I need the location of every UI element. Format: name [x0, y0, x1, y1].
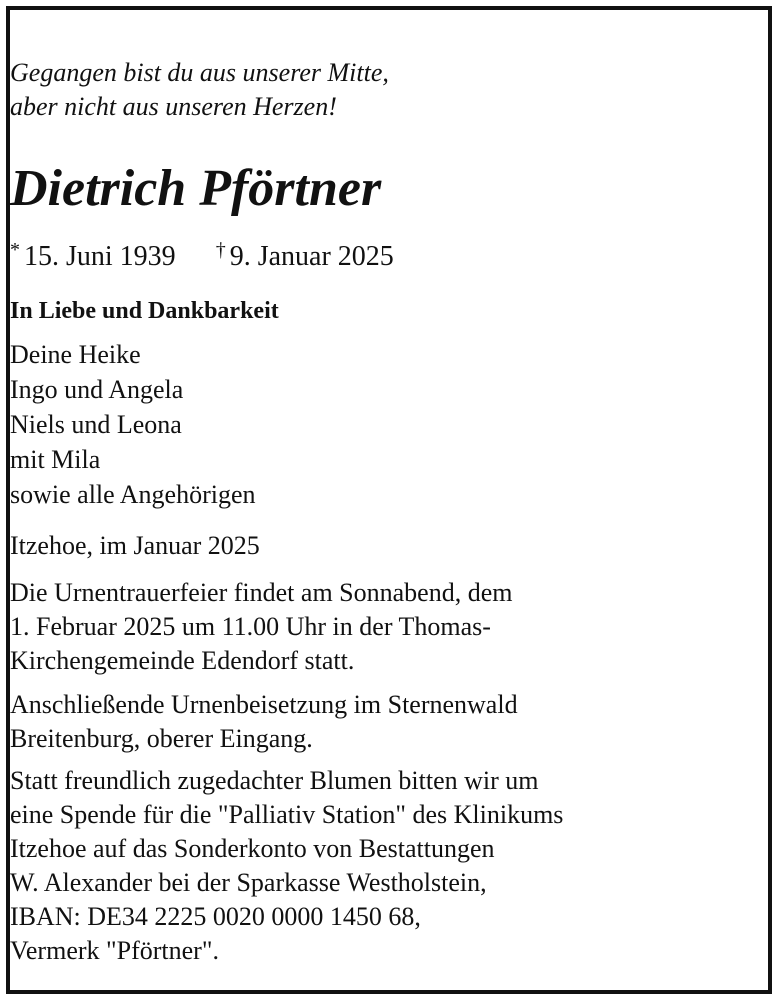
- mourners-list: [10, 337, 768, 512]
- deceased-name: Dietrich Pförtner: [10, 160, 382, 217]
- paragraph-line: Anschließende Urnenbeisetzung im Sternenwald: [10, 690, 518, 719]
- life-dates: [10, 230, 768, 277]
- paragraph-line: W. Alexander bei der Sparkasse Westholstein,: [10, 868, 487, 897]
- ceremony-paragraph: [10, 576, 768, 678]
- paragraph-line: 1. Februar 2025 um 11.00 Uhr in der Thomas-: [10, 612, 491, 641]
- memorial-quote: [10, 56, 768, 124]
- quote-line: aber nicht aus unseren Herzen!: [10, 92, 337, 121]
- birth-symbol: *: [10, 239, 20, 261]
- paragraph-line: eine Spende für die "Palliativ Station" des Klinikums: [10, 800, 564, 829]
- death-symbol: †: [215, 239, 226, 261]
- mourner-name: Deine Heike: [10, 340, 141, 369]
- mourner-name: mit Mila: [10, 445, 101, 474]
- paragraph-line: Kirchengemeinde Edendorf statt.: [10, 646, 355, 675]
- birth-date: 15. Juni 1939: [24, 241, 176, 272]
- mourners-heading: In Liebe und Dankbarkeit: [10, 298, 279, 324]
- mourner-name: Ingo und Angela: [10, 375, 184, 404]
- burial-paragraph: [10, 688, 768, 756]
- paragraph-line: Statt freundlich zugedachter Blumen bitten wir um: [10, 766, 539, 795]
- paragraph-line: Die Urnentrauerfeier findet am Sonnabend, dem: [10, 578, 513, 607]
- place-and-date: Itzehoe, im Januar 2025: [10, 531, 260, 560]
- mourner-name: sowie alle Angehörigen: [10, 480, 256, 509]
- quote-line: Gegangen bist du aus unserer Mitte,: [10, 58, 389, 87]
- paragraph-line: Breitenburg, oberer Eingang.: [10, 724, 313, 753]
- paragraph-line: Itzehoe auf das Sonderkonto von Bestattungen: [10, 834, 495, 863]
- mourner-name: Niels und Leona: [10, 410, 182, 439]
- death-date: 9. Januar 2025: [229, 241, 394, 272]
- paragraph-line: Vermerk "Pförtner".: [10, 936, 219, 965]
- paragraph-line: IBAN: DE34 2225 0020 0000 1450 68,: [10, 902, 421, 931]
- obituary-frame: [6, 6, 772, 994]
- donation-paragraph: [10, 764, 768, 968]
